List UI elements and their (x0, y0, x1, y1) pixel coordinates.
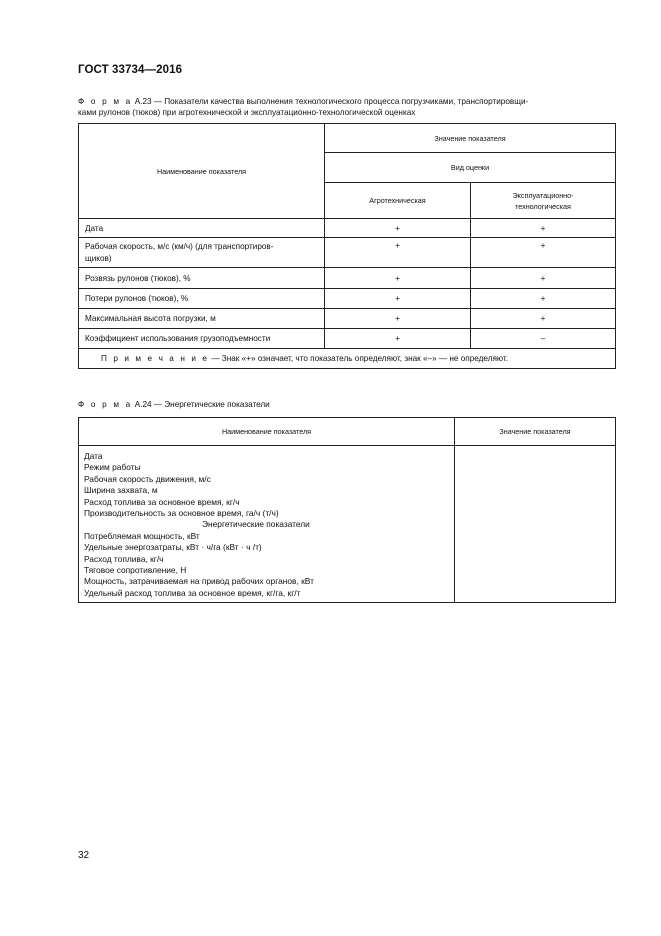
table-row (79, 268, 616, 289)
list-item: Расход топлива за основное время, кг/ч (84, 496, 240, 507)
page-number: 32 (78, 850, 90, 861)
row-name (79, 238, 325, 268)
col-header-expl-line1: Эксплуатационно- (512, 190, 574, 200)
list-item: Дата (84, 451, 103, 461)
row-name: Потери рулонов (тюков), % (79, 289, 325, 309)
table-note (79, 349, 616, 369)
col-header-agro: Агротехническая (325, 183, 471, 219)
row-agro: + (325, 289, 471, 309)
col-header-expl (471, 183, 616, 219)
form-a23-table (78, 123, 616, 369)
row-expl: + (471, 309, 616, 329)
col-header-name: Наименование показателя (79, 418, 455, 446)
list-item: Потребляемая мощность, кВт (84, 530, 200, 541)
row-expl: + (471, 268, 616, 289)
row-expl: + (471, 289, 616, 309)
form-a24-label: Ф о р м а (78, 400, 133, 409)
row-agro: + (325, 219, 471, 238)
row-expl: + (471, 219, 616, 238)
form-a24-caption (78, 399, 618, 410)
note-label: П р и м е ч а н и е (101, 354, 210, 363)
col-header-value: Значение показателя (455, 418, 616, 446)
row-name-line1: Рабочая скорость, м/с (км/ч) (для транспортиров- (85, 241, 274, 251)
list-item: Расход топлива, кг/ч (84, 553, 164, 564)
note-text: — Знак «+» означает, что показатель определяют, знак «–» — не определяют. (211, 354, 509, 363)
list-item: Тяговое сопротивление, Н (84, 565, 187, 576)
table-note-row (79, 349, 616, 369)
row-agro: + (325, 329, 471, 349)
form-a23-number: А.23 (134, 97, 152, 106)
table-row (79, 219, 616, 238)
row-name: Максимальная высота погрузки, м (79, 309, 325, 329)
table-row (79, 329, 616, 349)
list-item: Ширина захвата, м (84, 485, 158, 496)
list-item: Удельные энергозатраты, кВт · ч/га (кВт · ч /т) (84, 542, 262, 553)
table-row (79, 238, 616, 268)
col-header-expl-line2: технологическая (515, 201, 571, 211)
row-expl: + (471, 238, 616, 268)
list-item: Рабочая скорость движения, м/с (84, 473, 211, 484)
list-subheading: Энергетические показатели (202, 519, 310, 530)
form-a23-title-line1: — Показатели качества выполнения технологического процесса погрузчиками, транспортировщи- (153, 97, 529, 106)
col-header-kind: Вид оценки (325, 153, 616, 183)
list-item: Удельный расход топлива за основное время, кг/га, кг/т (84, 587, 301, 598)
table-row (79, 289, 616, 309)
form-a23-title-line2: ками рулонов (тюков) при агротехнической и эксплуатационно-технологической оценках (78, 108, 416, 117)
form-a23-caption (78, 96, 618, 118)
row-name: Коэффициент использования грузоподъемности (79, 329, 325, 349)
row-expl: – (471, 329, 616, 349)
col-header-value: Значение показателя (325, 124, 616, 153)
form-a24-table (78, 417, 616, 603)
col-header-name: Наименование показателя (79, 124, 325, 219)
form-a24-title: — Энергетические показатели (153, 400, 270, 409)
row-agro: + (325, 268, 471, 289)
indicator-list (79, 446, 455, 603)
table-row (79, 309, 616, 329)
value-cell (455, 446, 616, 603)
document-header: ГОСТ 33734—2016 (78, 64, 183, 76)
row-agro: + (325, 238, 471, 268)
list-item: Режим работы (84, 462, 141, 473)
row-name-line2: щиков) (85, 253, 112, 263)
row-name: Дата (79, 219, 325, 238)
form-a24-number: А.24 (134, 400, 152, 409)
list-item: Мощность, затрачиваемая на привод рабочих органов, кВт (84, 576, 314, 587)
row-agro: + (325, 309, 471, 329)
row-name: Розвязь рулонов (тюков), % (79, 268, 325, 289)
form-a23-label: Ф о р м а (78, 97, 133, 106)
list-item: Производительность за основное время, га/ч (т/ч) (84, 508, 279, 519)
